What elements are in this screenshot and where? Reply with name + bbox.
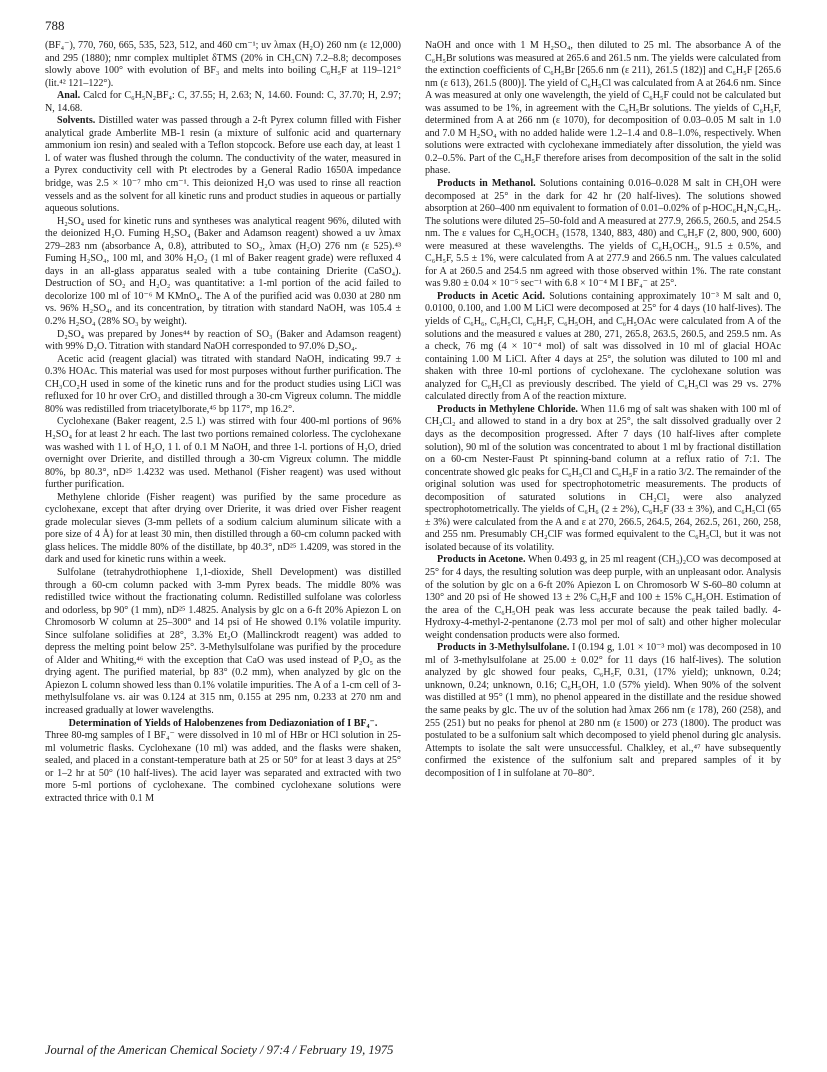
paragraph-text: Solutions containing approximately 10⁻³ M salt and 0, 0.0100, 0.100, and 1.00 M LiCl were decomposed at 25° for 4 days (10 half-lives). The yields of C₆H₆, C₆H₅Cl, C₆H₅F, C₆H₅OH, and C₆H₅OAc were calculated from A of the solutions and the measured ε values at 280, 271, 265.8, 263.5, 260.5, and 259.5 nm. As a check, 76 mg (4 × 10⁻⁴ mol) of salt was dissolved in 10 ml of glacial HOAc containing 1.00 M LiCl. After 4 days at 25°, the solution was diluted to 100 ml and shaken with three 10-ml portions of cyclohexane. The cyclohexane solution was analyzed for C₆H₅Cl as previously described. The yield of C₆H₅Cl was 29 vs. 27% calculated directly from A of the reaction mixture. xyxy=(425,290,781,403)
paragraph-text: I (0.194 g, 1.01 × 10⁻³ mol) was decomposed in 10 ml of 3-methylsulfolane at 25.00 ± 0.02° for 11 days (16 half-lives). The solution analyzed by glc showed four peaks, C₆H₅F, 0.31, (17% yield); unknown, 0.24; unknown, 0.24; unknown, 0.16; C₆H₅OH, 1.0 (57% yield). When 90% of the solvent was distilled at 95° (1 mm), no phenol appeared in the distillate and the residue showed the same peaks by glc. The uv of the solution had λmax 266 nm (ε 178), 260 (258), and 255 (251) but no peaks for phenol at 280 nm (ε 1500) or 273 (1800). The product was postulated to be a sulfonium salt which decomposed to yield phenol during glc analysis. Attempts to isolate the salt were unsuccessful. Chalkley, et al.,⁴⁷ have subsequently confirmed the existence of the sulfonium salt and prepared samples of it by decomposition of I in sulfolane at 70–80°. xyxy=(425,642,781,779)
paragraph-text: Three 80-mg samples of I BF₄⁻ were dissolved in 10 ml of HBr or HCl solution in 25-ml volumetric flasks. Cyclohexane (10 ml) was added, and the flasks were shaken, sealed, and placed in a constant-temperature bath at 25 or 50° for at least 3 days at 25° or 1–2 hr at 50° (10 half-lives). The acid layer was separated and extracted with two more 5-ml portions of cyclohexane. The combined cyclohexane solutions were extracted thrice with 0.1 M xyxy=(45,730,401,804)
paragraph xyxy=(425,404,781,555)
paragraph-heading: Products in Methanol. xyxy=(437,178,536,190)
paragraph xyxy=(45,90,401,115)
paragraph xyxy=(45,718,401,731)
paragraph-heading: Products in Acetone. xyxy=(437,554,526,566)
paragraph-text: Calcd for C₆H₅N₂BF₄: C, 37.55; H, 2.63; N, 14.60. Found: C, 37.70; H, 2.97; N, 14.68. xyxy=(45,90,401,114)
paragraph-heading: Products in 3-Methylsulfolane. xyxy=(437,642,570,654)
paragraph-text: Methylene chloride (Fisher reagent) was purified by the same procedure as cyclohexane, except that after drying over Drierite, it was dried over Fisher reagent grade molecular sieves (3-mm pellets of a sodium calcium aluminum silicate with a pore size of 4 Å) for at least 30 min, then distilled through a 60-cm column packed with glass helices. The middle 80% of the distillate, bp 40.3°, nD²⁵ 1.4209, was stored in the dark and used for kinetic runs within a week. xyxy=(45,491,401,566)
paragraph-text: Determination of Yields of Halobenzenes from Dediazoniation of I BF₄⁻. xyxy=(68,717,378,729)
paragraph-heading: Products in Acetic Acid. xyxy=(437,290,545,302)
paragraph-text: Acetic acid (reagent glacial) was titrated with standard NaOH, indicating 99.7 ± 0.3% HOAc. This material was used for most purposes without further purification. The CH₃CO₂H used in some of the kinetic runs and for the product studies using LiCl was refluxed for 10 hr over CrO₃ and distilled through a 30-cm Vigreux column. The middle 80% was redistilled from triacetylborate,⁴⁵ bp 117°, mp 16.2°. xyxy=(45,353,401,415)
left-column xyxy=(45,40,401,805)
paragraph xyxy=(45,40,401,90)
page-number: 788 xyxy=(45,18,65,33)
paragraph xyxy=(45,354,401,417)
paragraph-heading: Solvents. xyxy=(57,115,96,127)
paragraph xyxy=(425,40,781,178)
paragraph-text: When 0.493 g, in 25 ml reagent (CH₃)₂CO was decomposed at 25° for 4 days, the resulting solution was deep purple, with an unpleasant odor. Analysis of the solution by glc on a 6-ft 20% Apiezon L on Chromosorb W S-60–80 column at 130° and 20 psi of He showed 13 ± 2% C₆H₅F and 100 ± 15% C₆H₅OH. Estimation of the area of the C₆H₅OH peak was less accurate because the peak tailed badly. 4-Hydroxy-4-methyl-2-pentanone (2.73 mol per mol of salt) and other higher molecular weight condensation products were also formed. xyxy=(425,554,782,641)
paragraph xyxy=(45,416,401,491)
paragraph xyxy=(45,492,401,567)
paragraph-text: H₂SO₄ used for kinetic runs and syntheses was analytical reagent 96%, diluted with the deionized H₂O. Fuming H₂SO₄ (Baker and Adamson reagent) showed a uv λmax 279–283 nm (absorbance A, 0.8), attributed to SO₂, λmax (H₂O) 276 nm (ε 525).⁴³ Fuming H₂SO₄, 100 ml, and 30% H₂O₂ (1 ml of Baker reagent grade) were refluxed 4 days in an all-glass apparatus sealed with a tube containing Drierite (CaSO₄). Destruction of SO₂ and H₂O₂ was quantitative: a 1-ml portion of the acid failed to decolorize 100 ml of 10⁻⁶ M KMnO₄. The A of the purified acid was 0.030 at 280 nm vs. 96% H₂SO₄, and its concentration, by titration with standard NaOH, was 105.4 ± 0.2% H₂SO₄ (28% SO₃ by weight). xyxy=(45,215,401,328)
paragraph xyxy=(45,567,401,718)
paragraph xyxy=(425,554,781,642)
paragraph-text: Solutions containing 0.016–0.028 M salt in CH₃OH were decomposed at 25° in the dark for 42 hr (20 half-lives). The solutions showed absorption at 260–400 nm equivalent to formation of 0.01–0.02% of p-HOC₆H₄N₂C₆H₅. The solutions were diluted 25–50-fold and A measured at 277.9, 266.5, 260.5, and 254.5 nm. The ε values for C₆H₅OCH₃ (1578, 1340, 883, 480) and C₆H₅F (2, 800, 900, 600) were measured at these wavelengths. The yields of C₆H₅OCH₃, 91.5 ± 0.5%, and C₆H₅F, 5.5 ± 1%, were calculated from A at 277.9 and 266.5 nm. The values calculated for A at 260.5 and 254.5 nm agreed with those observed within 1%. The rate constant was 9.80 ± 0.04 × 10⁻⁵ sec⁻¹ with 6.8 × 10⁻⁴ M I BF₄⁻ at 25°. xyxy=(425,178,781,290)
paragraph-text: D₂SO₄ was prepared by Jones⁴⁴ by reaction of SO₃ (Baker and Adamson reagent) with 99% D₂O. Titration with standard NaOH corresponded to 97.0% D₂SO₄. xyxy=(45,328,401,353)
paragraph-text: (BF₄⁻), 770, 760, 665, 535, 523, 512, and 460 cm⁻¹; uv λmax (H₂O) 260 nm (ε 12,000) and 295 (1880); nmr complex multiplet δTMS (20% in CH₃CN) 7.2–8.8; decomposes slowly above 100° with evolution of BF₃ and melts into boiling C₆H₅F at 119–121° (lit.⁴² 121–122°). xyxy=(45,40,401,89)
paragraph xyxy=(45,730,401,805)
paragraph-text: Sulfolane (tetrahydrothiophene 1,1-dioxide, Shell Development) was distilled through a 60-cm column packed with 3-mm Pyrex beads. The middle 80% was redistilled twice without the fractionating column. Redistilled sulfolane was colorless and odorless, bp 90° (1 mm), nD²⁵ 1.4825. Analysis by glc on a 6-ft 20% Apiezon L on Chromosorb W column at 25–300° and 14 psi of He showed 0.1% volatile impurity. Since sulfolane solidifies at 28°, 3.3% Et₂O (Mallinckrodt reagent) was added to depress the melting point below 25°. 3-Methylsulfolane was purified by the procedure of Alder and Whiting,⁴⁶ with the exception that CaO was used instead of P₂O₅ as the drying agent. The purified material, bp 83° (0.2 mm), when analyzed by glc on the Apiezon L column showed less than 0.1% volatile impurities. The A of a 1-cm cell of 3-methylsulfolane vs. air was 0.124 at 315 nm, 0.155 at 295 nm, 0.233 at 270 nm and increased gradually at lower wavelengths. xyxy=(45,566,401,716)
paragraph-text: When 11.6 mg of salt was shaken with 100 ml of CH₂Cl₂ and allowed to stand in a dry box at 25°, the salt dissolved gradually over 2 days as the decomposition progressed. After 7 days (10 half-lives after complete solution), 90 ml of the solution was concentrated to about 1 ml by fractional distillation on a 60-cm Nester-Faust Pt spinning-band column at a reflux ratio of 7:1. The concentrate showed glc peaks for C₆H₅Cl and C₆H₅F in a ratio 3/2. The remainder of the original solution was used for spectrophotometric measurements. The products of decomposition of saturated solutions in CH₂Cl₂ were also analyzed spectrophotometrically. The yields of C₆H₆ (2 ± 2%), C₆H₅F (33 ± 3%), and C₆H₅Cl (65 ± 3%) were calculated from the A and ε at 270, 266.5, 264.5, 264, 262.5, 261, 260, 258, and 255 nm. Presumably CH₂ClF was formed equivalent to the C₆H₅Cl, but it was not isolated because of its volatility. xyxy=(425,403,781,553)
paragraph xyxy=(425,291,781,404)
paragraph-heading: Anal. xyxy=(57,90,81,102)
paragraph-heading: Products in Methylene Chloride. xyxy=(437,403,578,415)
paragraph xyxy=(45,216,401,329)
paragraph-text: NaOH and once with 1 M H₂SO₄, then diluted to 25 ml. The absorbance A of the C₆H₅Br solutions was measured at 265.6 and 261.5 nm. The yields were calculated from the extinction coefficients of C₆H₅Br [265.6 nm (ε 211), 261.5 (182)] and C₆H₅F [265.6 nm (ε 613), 261.5 (800)]. The yield of C₆H₅Cl was calculated from A at 264.6 nm. Since A was measured at only one wavelength, the yield of C₆H₅F could not be calculated but was assumed to be 1%, in agreement with the C₆H₅Br solutions. The yields of C₆H₅F, determined from A at 266 nm (ε 1070), for decomposition of 0.03–0.05 M salt in 1.0 and 7.0 M H₂SO₄ with no added halide were 1.2–1.4 and 0.8–1.0%, respectively. When solutions were extracted with cyclohexane immediately after dissolution, the yield was 0.2–0.5%. Part of the C₆H₅F therefore arises from decomposition of the salt in the solid phase. xyxy=(425,40,781,177)
paragraph xyxy=(45,329,401,354)
paragraph-text: Cyclohexane (Baker reagent, 2.5 l.) was stirred with four 400-ml portions of 96% H₂SO₄ for at least 2 hr each. The last two portions remained colorless. The cyclohexane was washed with 1 l. of H₂O, 1 l. of 0.1 M NaOH, and three 1-l. portions of H₂O, dried overnight over Drierite, and distilled through a 30-cm Vigreux column. The middle 80%, bp 80.3°, nD²⁵ 1.4232 was used. Methanol (Fisher reagent) was used without further purification. xyxy=(45,416,401,491)
right-column xyxy=(425,40,781,780)
paragraph xyxy=(425,642,781,780)
paragraph xyxy=(45,115,401,215)
journal-footer: Journal of the American Chemical Society / 97:4 / February 19, 1975 xyxy=(45,1043,394,1057)
paragraph xyxy=(425,178,781,291)
paragraph-text: Distilled water was passed through a 2-ft Pyrex column filled with Fisher analytical grade Amberlite MB-1 resin (a mixture of sulfonic acid and quarternary ammonium ion resin) and sealed with a Teflon stopcock. Before use each day, at least 1 l. of water was flushed through the column. The conductivity of the water, measured in a Pyrex conductivity cell with Pt electrodes by a General Radio 1650A impedance bridge, was 2.5 × 10⁻⁷ mho cm⁻¹. This deionized H₂O was used to rinse all reaction vessels and as the solvent for all kinetic runs and product studies in aqueous or partially aqueous solutions. xyxy=(45,115,401,215)
